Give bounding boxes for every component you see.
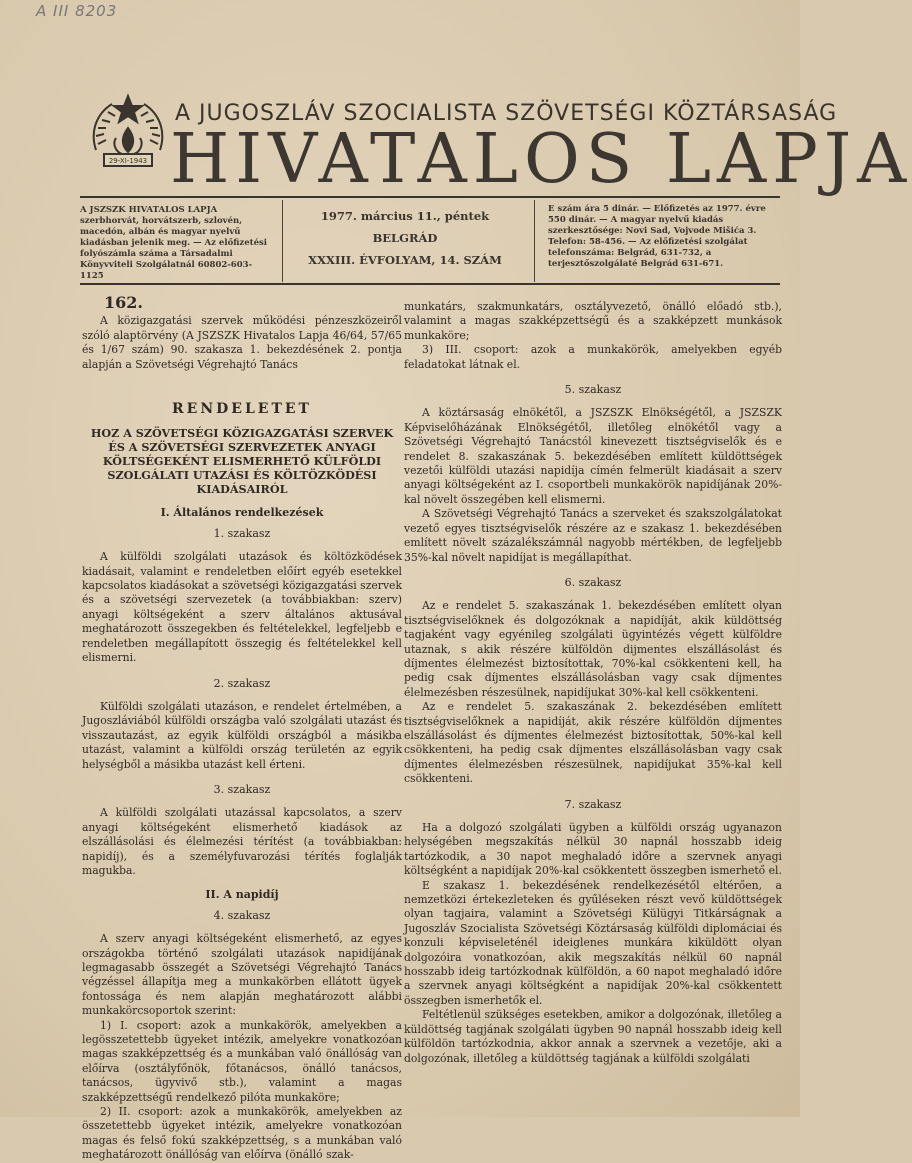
issue-date: 1977. március 11., péntek bbox=[320, 209, 490, 223]
section-heading: I. Általános rendelkezések bbox=[160, 506, 324, 520]
article-point: 1) I. csoport: azok a munkakörök, amelyekben a legösszetettebb ügyeket intézik, amelyekre vonatkozóan magas szakképzettség és a munkában való önállóság van előírva (osztályfőnök, főtanácsos, önálló tanácsos, tanácsos, ügyvivő stb.), valamint a magas szakképzettségű rendelkező pilóta munkaköre; bbox=[82, 1018, 402, 1104]
article-point: 2) II. csoport: azok a munkakörök, amelyekben az összetettebb ügyeket intézik, amelyekre vonatkozóan magas és felső fokú szakképzettség, s a munkában való meghatározott önállóság van előírva (önálló szak- bbox=[82, 1105, 402, 1162]
header-left-info: A JSZSZK HIVATALOS LAPJA szerbhorvát, horvátszerb, szlovén, macedón, albán és magyar nyelvű kiadásban jelenik meg. — Az előfizetési folyószámla száma a Társadalmi Könyvviteli Szolgálatnál 60802-603-1125 bbox=[80, 205, 268, 281]
article-text: A Szövetségi Végrehajtó Tanács a szerveket és szakszolgálatokat vezető egyes tisztségviselők részére az e szakasz 1. bekezdésében említett növelt százalékszámnál nagyobb mértékben, de legfeljebb 35%-kal növelt napidíjat is megállapíthat. bbox=[404, 507, 782, 564]
article-text: Feltétlenül szükséges esetekben, amikor a dolgozónak, illetőleg a küldöttség tagjának szolgálati ügyben 90 napnál hosszabb ideig kell külföldön tartózkodnia, akkor annak a szervnek a vezetője, aki a dolgozónak, illetőleg a küldöttség tagjának a külföldi szolgálati bbox=[404, 1008, 782, 1065]
article-text: A köztársaság elnökétől, a JSZSZK Elnökségétől, a JSZSZK Képviselőházának Elnökségétől, illetőleg elnökétől vagy a Szövetségi Végrehajtó Tanácstól kinevezett tisztségviselők és e rendelet 8. szakaszának 5. bekezdésében említett küldöttségek vezetői külföldi utazási napidíja címén felmerült kiadásait a szerv anyagi költségeként az I. csoportbeli munkakörök napidíjának 20%-kal növelt összegében kell elismerni. bbox=[404, 406, 782, 506]
header-issue-info bbox=[290, 205, 520, 271]
article-text: E szakasz 1. bekezdésének rendelkezésétől eltérően, a nemzetközi értekezleteken és gyűléseken részt vevő küldöttségek olyan tagjaira, valamint a Szövetségi Külügyi Titkárságnak a Jugoszláv Szocialista Szövetségi Köztársaság külföldi diplomáciai és konzuli képviseleténél ideiglenes munkára kiküldött olyan dolgozóira vonatkozóan, akik megszakítás nélkül 60 napnál hosszabb ideig tartózkodnak külföldön, a 60 napot meghaladó időre a szervnek anyagi költségként a napidíjak 20%-kal csökkentett összegben ismerhetők el. bbox=[404, 878, 782, 1007]
article-heading: 2. szakasz bbox=[213, 676, 271, 690]
article-heading: 3. szakasz bbox=[213, 782, 271, 796]
article-heading: 1. szakasz bbox=[213, 526, 271, 540]
masthead-title: HIVATALOS LAPJA bbox=[170, 120, 912, 199]
section-heading: II. A napidíj bbox=[205, 888, 279, 902]
article-text: Az e rendelet 5. szakaszának 1. bekezdésében említett olyan tisztségviselőknek és dolgozóknak a napidíját, akik küldöttség tagjaként vagy egyénileg szolgálati ügyintézés végett külföldre utaznak, s akik részére külföldön dijmentes elszállásolást és díjmentes élelmezést biztosítottak, 70%-kal csökkenteni kell, ha pedig csak díjmentes elszállásolásban vagy csak díjmentes élelmezésben részesülnek, napidíjukat 30%-kal kell csökkenteni. bbox=[404, 599, 782, 699]
article-heading: 4. szakasz bbox=[213, 908, 271, 922]
article-text: A szerv anyagi költségeként elismerhető, az egyes országokba történő szolgálati utazások napidíjának legmagasabb összegét a Szövetségi Végrehajtó Tanács végzéssel állapítja meg a munkakörben ellátott ügyek fontossága és nem alapján meghatározott alábbi munkakörcsoportok szerint: bbox=[82, 932, 402, 1018]
emblem-date: 29-XI-1943 bbox=[108, 157, 148, 165]
header-top-rule bbox=[80, 196, 780, 198]
article-heading: 5. szakasz bbox=[564, 383, 622, 397]
article-text: A külföldi szolgálati utazással kapcsolatos, a szerv anyagi költségeként elismerhető kiadások az elszállásolási és élelmezési térítést (a továbbiakban: napidíj), és a személyfuvarozási térítés foglalják magukba. bbox=[82, 806, 402, 877]
decree-title: RENDELETET bbox=[172, 401, 312, 418]
decree-intro: A közigazgatási szervek működési pénzeszközeiről szóló alaptörvény (A JSZSZK Hivatalos Lapja 46/64, 57/65 és 1/67 szám) 90. szakasza 1. bekezdésének 2. pontja alapján a Szövetségi Végrehajtó Tanács bbox=[82, 314, 402, 371]
article-heading: 7. szakasz bbox=[564, 797, 622, 811]
header-divider bbox=[534, 200, 535, 282]
article-text: Külföldi szolgálati utazáson, e rendelet értelmében, a Jugoszláviából külföldi országba való szolgálati utazást és visszautazást, az egyik külföldi országból a másikba utazást, valamint a külföldi ország területén az egyik helységből a másikba utazást kell érteni. bbox=[82, 699, 402, 771]
decree-subtitle: HOZ A SZÖVETSÉGI KÖZIGAZGATÁSI SZERVEK ÉS A SZÖVETSÉGI SZERVEZETEK ANYAGI KÖLTSÉGEKÉNT ELISMERHETŐ KÜLFÖLDI SZOLGÁLATI UTAZÁSI ÉS KÖLTÖZKÖDÉSI KIADÁSAIRÓL bbox=[90, 426, 394, 497]
handwritten-note: A III 8203 bbox=[36, 2, 118, 20]
continued-text: munkatárs, szakmunkatárs, osztályvezető, önálló előadó stb.), valamint a magas szakképzettségű és a szakképzett munkások munkaköre; bbox=[404, 300, 782, 342]
article-heading: 6. szakasz bbox=[564, 575, 622, 589]
header-bottom-rule bbox=[80, 283, 780, 285]
state-emblem-icon bbox=[82, 88, 174, 180]
decree-number: 162. bbox=[104, 293, 143, 312]
right-column bbox=[404, 300, 782, 1066]
issue-volume: XXXIII. ÉVFOLYAM, 14. SZÁM bbox=[308, 253, 502, 267]
article-text: Ha a dolgozó szolgálati ügyben a külföldi ország ugyanazon helységében megszakítás nélkül 30 napnál hosszabb ideig tartózkodik, a 30 napot meghaladó időre a szervnek anyagi költségként a napidíjak 20%-kal csökkentett összegben ismerhető el. bbox=[404, 821, 782, 878]
article-text: A külföldi szolgálati utazások és költözködések kiadásait, valamint e rendeletben előírt egyéb esetekkel kapcsolatos kiadásokat a szövetségi közigazgatási szervek és a szövetségi szervezetek (a továbbiakban: szerv) anyagi költségeként a szerv általános aktusával meghatározott összegekben és feltételekkel, legfeljebb e rendeletben megállapított összegig és feltételekkel kell elismerni. bbox=[82, 550, 402, 665]
article-point: 3) III. csoport: azok a munkakörök, amelyekben egyéb feladatokat látnak el. bbox=[404, 343, 782, 371]
issue-place: BELGRÁD bbox=[372, 231, 438, 245]
article-text: Az e rendelet 5. szakaszának 2. bekezdésében említett tisztségviselőknek a napidíját, akik részére külföldön díjmentes elszállásolást és díjmentes élelmezést biztosítottak, 50%-kal kell csökkenteni, ha pedig csak díjmentes elszállásolásban vagy csak díjmentes élelmezésben részesülnek, napidíjukat 35%-kal kell csökkenteni. bbox=[404, 700, 782, 786]
left-column bbox=[82, 293, 402, 1163]
masthead-subtitle: A JUGOSZLÁV SZOCIALISTA SZÖVETSÉGI KÖZTÁRSASÁG bbox=[175, 101, 838, 126]
header-divider bbox=[282, 200, 283, 282]
header-right-info: E szám ára 5 dinár. — Előfizetés az 1977. évre 550 dinár. — A magyar nyelvű kiadás szerkesztősége: Novi Sad, Vojvode Mišića 3. Telefon: 58-456. — Az előfizetési szolgálat telefonszáma: Belgrád, 631-732, a terjesztőszolgálaté Belgrád 631-671. bbox=[548, 204, 766, 269]
